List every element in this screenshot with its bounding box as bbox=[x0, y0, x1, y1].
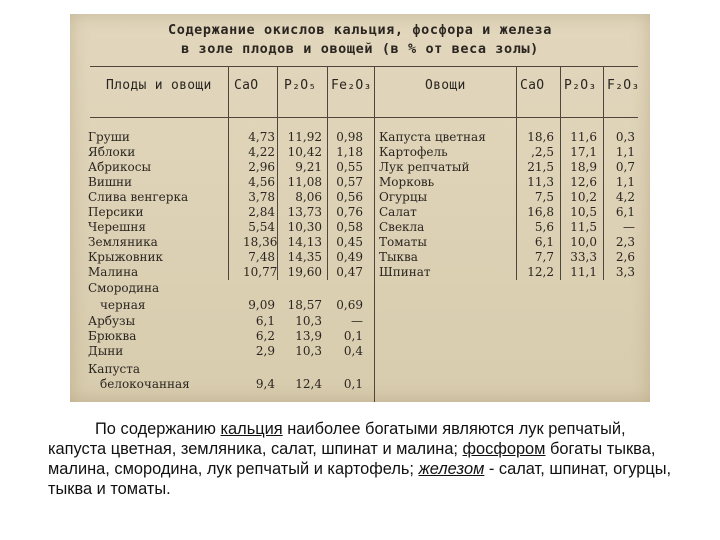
row-name: Картофель bbox=[379, 145, 448, 159]
row-fe2o3: 1,18 bbox=[336, 145, 363, 159]
caption-text: наиболее богатыми являются лук репчатый, капуста цветная, земляника, салат, шпинат и малина; bbox=[48, 420, 626, 458]
header-p2o5: P₂O₅ bbox=[284, 78, 317, 93]
row-fe2o3: 0,4 bbox=[343, 344, 363, 358]
row-name: Слива венгерка bbox=[88, 190, 189, 204]
row-cao: 2,84 bbox=[248, 205, 275, 219]
row-name: Груши bbox=[88, 130, 130, 144]
row-f2o3: 2,3 bbox=[615, 235, 635, 249]
row-p2o5: 9,21 bbox=[295, 160, 322, 174]
row-name: Вишни bbox=[88, 175, 132, 189]
row-p2o3: 10,2 bbox=[570, 190, 597, 204]
row-cao: 10,77 bbox=[243, 265, 278, 279]
row-p2o5: 10,3 bbox=[295, 344, 322, 358]
row-fe2o3: 0,76 bbox=[336, 205, 363, 219]
row-name: Салат bbox=[379, 205, 417, 219]
row-cao: 18,6 bbox=[527, 130, 554, 144]
row-p2o3: 18,9 bbox=[570, 160, 597, 174]
caption-text: - салат, шпинат, огурцы, тыква и томаты. bbox=[48, 460, 672, 498]
table-title-line-2: в золе плодов и овощей (в % от веса золы) bbox=[181, 41, 539, 57]
row-p2o3: 12,6 bbox=[570, 175, 597, 189]
row-name: Томаты bbox=[379, 235, 427, 249]
row-cao: 18,36 bbox=[243, 235, 278, 249]
row-cao: 6,2 bbox=[255, 329, 275, 343]
row-fe2o3: 0,57 bbox=[336, 175, 363, 189]
row-p2o3: 17,1 bbox=[570, 145, 597, 159]
row-name: Персики bbox=[88, 205, 144, 219]
caption-text: богаты тыква, малина, смородина, лук репчатый и картофель; bbox=[48, 440, 656, 478]
row-p2o5: 19,60 bbox=[287, 265, 322, 279]
header-fruits-vegetables: Плоды и овощи bbox=[106, 78, 212, 93]
row-f2o3: 1,1 bbox=[615, 145, 635, 159]
row-fe2o3: 0,55 bbox=[336, 160, 363, 174]
row-cao: 7,48 bbox=[248, 250, 275, 264]
row-f2o3: 6,1 bbox=[615, 205, 635, 219]
row-f2o3: 4,2 bbox=[615, 190, 635, 204]
caption-text: По содержанию bbox=[95, 420, 221, 438]
row-p2o5: 11,92 bbox=[287, 130, 322, 144]
row-name: Дыни bbox=[88, 344, 124, 358]
column-divider bbox=[560, 66, 561, 280]
row-cao: 7,5 bbox=[534, 190, 554, 204]
row-cao: 12,2 bbox=[527, 265, 554, 279]
row-f2o3: 2,6 bbox=[615, 250, 635, 264]
row-cao: 4,56 bbox=[248, 175, 275, 189]
row-cao: 16,8 bbox=[527, 205, 554, 219]
column-divider bbox=[327, 66, 328, 280]
header-cao-left: CaO bbox=[234, 78, 259, 93]
row-p2o5: 14,13 bbox=[287, 235, 322, 249]
row-cao: 2,9 bbox=[255, 344, 275, 358]
row-name: Арбузы bbox=[88, 314, 136, 328]
row-p2o5: 8,06 bbox=[295, 190, 322, 204]
row-p2o3: 11,6 bbox=[570, 130, 597, 144]
row-cao: 7,7 bbox=[534, 250, 554, 264]
column-divider bbox=[603, 66, 604, 280]
row-p2o5: 13,9 bbox=[295, 329, 322, 343]
row-cao: 21,5 bbox=[527, 160, 554, 174]
row-name: Шпинат bbox=[379, 265, 431, 279]
row-f2o3: 0,7 bbox=[615, 160, 635, 174]
caption-keyword-calcium: кальция bbox=[220, 420, 283, 438]
header-f2o3: F₂O₃ bbox=[607, 78, 640, 93]
row-fe2o3: 0,45 bbox=[336, 235, 363, 249]
row-fe2o3: 0,56 bbox=[336, 190, 363, 204]
row-cao: 2,96 bbox=[248, 160, 275, 174]
table-scan-image bbox=[70, 14, 650, 402]
row-p2o5: 13,73 bbox=[287, 205, 322, 219]
column-divider bbox=[277, 66, 278, 280]
header-bottom-rule bbox=[90, 117, 638, 118]
row-name: Смородина bbox=[88, 281, 160, 295]
header-vegetables: Овощи bbox=[425, 78, 466, 93]
row-p2o3: 10,5 bbox=[570, 205, 597, 219]
row-name: Капуста цветная bbox=[379, 130, 486, 144]
row-name: Яблоки bbox=[88, 145, 136, 159]
caption-keyword-iron: железом bbox=[418, 460, 485, 478]
row-f2o3: 1,1 bbox=[615, 175, 635, 189]
row-cao: 4,22 bbox=[248, 145, 275, 159]
row-p2o5: 12,4 bbox=[295, 377, 322, 391]
column-divider bbox=[228, 66, 229, 280]
header-p2o3: P₂O₃ bbox=[564, 78, 597, 93]
row-name: Свекла bbox=[379, 220, 425, 234]
row-cao: ,2,5 bbox=[531, 145, 554, 159]
table-title-line-1: Содержание окислов кальция, фосфора и железа bbox=[167, 22, 553, 38]
row-cao: 6,1 bbox=[534, 235, 554, 249]
row-p2o5: 10,42 bbox=[287, 145, 322, 159]
header-top-rule bbox=[90, 66, 638, 67]
row-name: Земляника bbox=[88, 235, 158, 249]
row-name: Огурцы bbox=[379, 190, 428, 204]
row-p2o5: 11,08 bbox=[287, 175, 322, 189]
caption-keyword-phosphorus: фосфором bbox=[462, 440, 546, 458]
row-cao: 3,78 bbox=[248, 190, 275, 204]
row-p2o5: 10,30 bbox=[287, 220, 322, 234]
row-name: Малина bbox=[88, 265, 139, 279]
row-fe2o3: 0,1 bbox=[343, 329, 363, 343]
column-divider bbox=[374, 66, 375, 402]
row-fe2o3: 0,69 bbox=[336, 298, 363, 312]
row-fe2o3: 0,98 bbox=[336, 130, 363, 144]
row-name: Абрикосы bbox=[88, 160, 151, 174]
row-cao: 6,1 bbox=[255, 314, 275, 328]
row-name: черная bbox=[100, 298, 146, 312]
row-cao: 11,3 bbox=[527, 175, 554, 189]
row-name: белокочанная bbox=[100, 377, 190, 391]
row-fe2o3: 0,49 bbox=[336, 250, 363, 264]
row-fe2o3: — bbox=[351, 314, 363, 328]
row-p2o5: 14,35 bbox=[287, 250, 322, 264]
row-cao: 9,4 bbox=[255, 377, 275, 391]
row-cao: 5,54 bbox=[248, 220, 275, 234]
row-p2o3: 11,5 bbox=[570, 220, 597, 234]
row-name: Лук репчатый bbox=[379, 160, 470, 174]
row-name: Брюква bbox=[88, 329, 137, 343]
row-name: Капуста bbox=[88, 362, 141, 376]
header-fe2o3: Fe₂O₃ bbox=[331, 78, 372, 93]
row-name: Крыжовник bbox=[88, 250, 164, 264]
row-p2o3: 10,0 bbox=[570, 235, 597, 249]
row-fe2o3: 0,1 bbox=[343, 377, 363, 391]
row-f2o3: 3,3 bbox=[615, 265, 635, 279]
column-divider bbox=[516, 66, 517, 280]
row-name: Тыква bbox=[379, 250, 418, 264]
row-p2o3: 33,3 bbox=[570, 250, 597, 264]
row-name: Черешня bbox=[88, 220, 146, 234]
row-p2o5: 18,57 bbox=[287, 298, 322, 312]
row-p2o3: 11,1 bbox=[570, 265, 597, 279]
row-cao: 5,6 bbox=[534, 220, 554, 234]
row-cao: 4,73 bbox=[248, 130, 275, 144]
row-fe2o3: 0,58 bbox=[336, 220, 363, 234]
row-f2o3: — bbox=[623, 220, 635, 234]
row-name: Морковь bbox=[379, 175, 435, 189]
header-cao-right: CaO bbox=[520, 78, 545, 93]
caption-paragraph bbox=[48, 419, 673, 499]
row-fe2o3: 0,47 bbox=[336, 265, 363, 279]
row-p2o5: 10,3 bbox=[295, 314, 322, 328]
row-cao: 9,09 bbox=[248, 298, 275, 312]
row-f2o3: 0,3 bbox=[615, 130, 635, 144]
